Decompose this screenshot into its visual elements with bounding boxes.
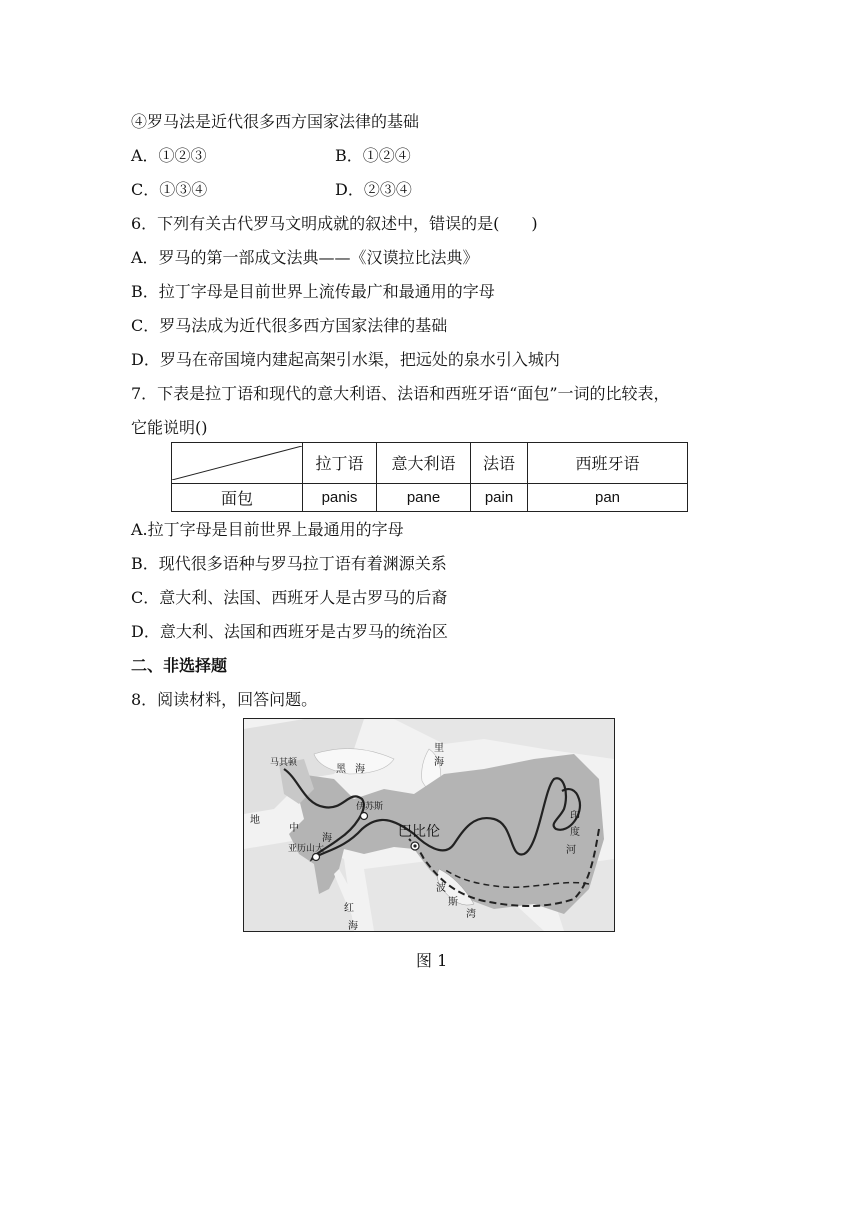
map-label-li-sea: 海 [434,757,444,768]
map-label-persian-gulf: 湾 [466,909,476,920]
table-cell: panis [303,483,377,511]
q6-stem: 6．下列有关古代罗马文明成就的叙述中，错误的是( ) [131,214,538,233]
map-label-mediterranean: 中 [289,823,299,834]
map-label-babylon: 巴比伦 [398,824,440,840]
map-label-red-sea: 红 [344,903,354,914]
map-label-black-sea: 黑 [336,764,346,775]
comparison-table [171,442,688,512]
map-label-issus: 伊苏斯 [356,802,384,812]
q8-stem: 8．阅读材料，回答问题。 [131,690,318,709]
map-label-li-sea: 里 [434,743,444,754]
section-title: 二、非选择题 [131,656,228,675]
q6-option-d[interactable]: D．罗马在帝国境内建起高架引水渠，把远处的泉水引入城内 [131,350,560,369]
q6-option-a[interactable]: A．罗马的第一部成文法典——《汉谟拉比法典》 [131,248,479,267]
map-label-persian-gulf: 斯 [448,897,458,908]
q7-option-a[interactable]: A.拉丁字母是目前世界上最通用的字母 [131,520,404,539]
table-cell: pan [528,483,688,511]
q6-option-b[interactable]: B．拉丁字母是目前世界上流传最广和最通用的字母 [131,282,495,301]
map-label-mediterranean: 海 [322,833,332,844]
table-corner-cell [172,443,303,484]
q7-option-d[interactable]: D．意大利、法国和西班牙是古罗马的统治区 [131,622,448,641]
q5-options-row2 [131,180,412,200]
table-header: 拉丁语 [303,443,377,484]
map-label-indus: 河 [566,845,576,856]
map-label-mediterranean: 地 [250,815,260,826]
table-row [172,483,688,511]
map-label-persian-gulf: 波 [436,883,446,894]
map-label-alexandria: 亚历山大 [288,844,325,854]
q6-option-c[interactable]: C．罗马法成为近代很多西方国家法律的基础 [131,316,448,335]
alexander-campaign-map [243,718,615,932]
alexandria-marker-icon [313,854,320,861]
q5-item4: ④罗马法是近代很多西方国家法律的基础 [131,112,420,131]
table-header: 西班牙语 [528,443,688,484]
q5-options-row1 [131,146,411,166]
figure-caption: 图 1 [416,951,448,970]
map-label-indus: 度 [570,827,580,838]
diagonal-line [172,446,302,480]
table-row-label: 面包 [172,483,303,511]
map-label-black-sea: 海 [355,764,365,775]
table-header-row [172,443,688,484]
table-header: 法语 [471,443,528,484]
q5-option-d[interactable]: D．②③④ [335,180,412,199]
q5-option-b[interactable]: B．①②④ [335,146,411,165]
q7-stem-line2: 它能说明() [131,418,208,437]
map-label-indus: 印 [570,811,580,822]
q5-option-a[interactable]: A．①②③ [131,146,207,165]
table-cell: pane [377,483,471,511]
map-label-macedonia: 马其顿 [270,758,298,768]
issus-marker-icon [361,813,368,820]
q7-stem-line1: 7．下表是拉丁语和现代的意大利语、法语和西班牙语“面包”一词的比较表， [131,384,670,403]
q7-option-b[interactable]: B．现代很多语种与罗马拉丁语有着渊源关系 [131,554,447,573]
map-label-red-sea: 海 [348,921,358,932]
table-cell: pain [471,483,528,511]
q5-option-c[interactable]: C．①③④ [131,180,208,199]
q7-option-c[interactable]: C．意大利、法国、西班牙人是古罗马的后裔 [131,588,448,607]
table-header: 意大利语 [377,443,471,484]
